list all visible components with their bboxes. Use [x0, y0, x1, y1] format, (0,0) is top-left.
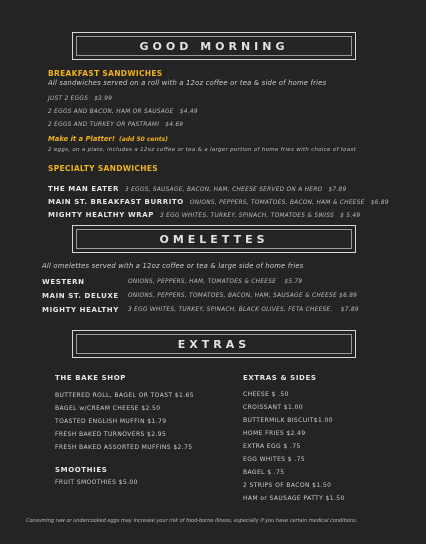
good-morning-banner — [72, 32, 356, 60]
item-name: JUST 2 EGGS — [48, 96, 89, 102]
platter-title: Make it a Platter! — [48, 135, 115, 143]
item-desc: 3 EGG WHITES, TURKEY, SPINACH, TOMATOES & SWISS — [160, 213, 335, 219]
item-price: $3.99 — [94, 96, 113, 102]
smoothies-title: SMOOTHIES — [55, 466, 108, 474]
specialty-sandwiches-title: SPECIALTY SANDWICHES — [48, 164, 158, 173]
extras-side-item: EXTRA EGG $ .75 — [243, 443, 301, 450]
bake-shop-title: THE BAKE SHOP — [55, 374, 127, 382]
omelettes-note: All omelettes served with a 12oz coffee or tea & large side of home fries — [42, 262, 304, 270]
platter-offer — [48, 135, 168, 143]
item-name: THE MAN EATER — [48, 185, 119, 193]
omelette-desc — [128, 293, 357, 299]
omelette-name: WESTERN — [42, 278, 85, 286]
item-desc: ONIONS, PEPPERS, TOMATOES, BACON, HAM, SAUSAGE & CHEESE — [128, 293, 337, 299]
breakfast-sandwiches-title: BREAKFAST SANDWICHES — [48, 69, 163, 78]
item-desc: ONIONS, PEPPERS, TOMATOES, BACON, HAM & CHEESE — [189, 200, 365, 206]
item-name: MAIN ST. BREAKFAST BURRITO — [48, 198, 184, 206]
omelette-desc — [128, 307, 359, 313]
breakfast-item — [48, 96, 112, 102]
good-morning-title: GOOD MORNING — [139, 39, 289, 53]
smoothies-item: FRUIT SMOOTHIES $5.00 — [55, 479, 138, 486]
item-price: $7.89 — [328, 187, 347, 193]
breakfast-item — [48, 109, 198, 115]
omelette-name: MAIN ST. DELUXE — [42, 292, 119, 300]
extras-side-item: HAM or SAUSAGE PATTY $1.50 — [243, 495, 345, 502]
item-price: $4.49 — [179, 109, 198, 115]
item-desc: 3 EGG WHITES, TURKEY, SPINACH, BLACK OLIVES, FETA CHEESE. — [128, 307, 333, 313]
extras-side-item: 2 STRIPS OF BACON $1.50 — [243, 482, 332, 489]
bake-shop-item: BAGEL w/CREAM CHEESE $2.50 — [55, 405, 161, 412]
extras-side-item: BAGEL $ .75 — [243, 469, 285, 476]
omelette-desc — [128, 279, 302, 285]
footer-disclaimer: Consuming raw or undercooked eggs may increase your risk of food-borne illness, especially if you have certain medical conditions. — [26, 518, 358, 524]
extras-side-item: HOME FRIES $2.49 — [243, 430, 306, 437]
omelettes-title: OMELETTES — [159, 232, 269, 246]
extras-banner — [72, 330, 356, 358]
breakfast-note: All sandwiches served on a roll with a 12oz coffee or tea & side of home fries — [48, 79, 327, 87]
item-desc: 3 EGGS, SAUSAGE, BACON, HAM, CHEESE SERVED ON A HERO — [124, 187, 323, 193]
item-price: $6.89 — [339, 293, 358, 299]
extras-side-item: CHEESE $ .50 — [243, 391, 289, 398]
extras-side-item: EGG WHITES $ .75 — [243, 456, 306, 463]
breakfast-item — [48, 122, 183, 128]
item-name: 2 EGGS AND BACON, HAM OR SAUSAGE — [48, 109, 174, 115]
extras-sides-title: EXTRAS & SIDES — [243, 374, 317, 382]
omelettes-banner — [72, 225, 356, 253]
item-price: $4.69 — [165, 122, 184, 128]
extras-title: EXTRAS — [177, 337, 251, 351]
omelette-name: MIGHTY HEALTHY — [42, 306, 119, 314]
item-price: $5.79 — [284, 279, 303, 285]
platter-add-price: (add 50 cents) — [118, 136, 168, 143]
bake-shop-item: FRESH BAKED TURNOVERS $2.95 — [55, 431, 167, 438]
platter-note: 2 eggs, on a plate, includes a 12oz coffee or tea & a larger portion of home fries with choice of toast — [48, 147, 357, 153]
bake-shop-item: BUTTERED ROLL, BAGEL OR TOAST $1.65 — [55, 392, 194, 399]
item-price: $6.89 — [370, 200, 389, 206]
item-name: 2 EGGS AND TURKEY OR PASTRAMI — [48, 122, 160, 128]
item-name: MIGHTY HEALTHY WRAP — [48, 211, 155, 219]
item-price: $ 5.49 — [340, 213, 361, 219]
extras-side-item: CROISSANT $1.00 — [243, 404, 303, 411]
item-desc: ONIONS, PEPPERS, HAM, TOMATOES & CHEESE — [128, 279, 277, 285]
item-price: $7.89 — [340, 307, 359, 313]
extras-side-item: BUTTERMILK BISCUIT$1.00 — [243, 417, 333, 424]
bake-shop-item: FRESH BAKED ASSORTED MUFFINS $2.75 — [55, 444, 193, 451]
specialty-item — [48, 202, 360, 221]
bake-shop-item: TOASTED ENGLISH MUFFIN $1.79 — [55, 418, 167, 425]
